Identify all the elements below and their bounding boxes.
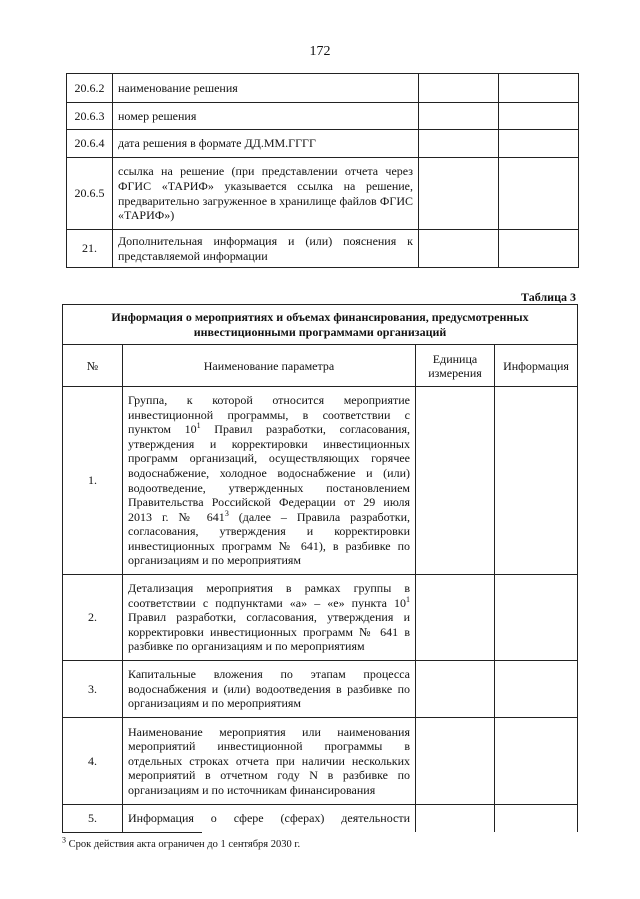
row-number: 1. (63, 387, 123, 575)
row-text-part: (далее – Правила разработки, согласования, утверждения и корректировки инвестиционных программ № 641), в разбивке по организациям и по мероприятиям (128, 509, 410, 568)
info-cell (495, 661, 578, 718)
footnote-ref: 1 (196, 421, 201, 431)
row-text: наименование решения (113, 74, 419, 103)
info-cell (499, 74, 579, 103)
table-label: Таблица 3 (521, 290, 576, 304)
row-text (123, 387, 416, 575)
table-row (63, 718, 578, 805)
footnote-ref: 3 (224, 508, 229, 518)
row-text-part: Правил разработки, согласования, утверждения и корректировки инвестиционных программ организаций, осуществляющих горячее водоснабжение, холодное водоснабжение и (или) водоотведение, утвержденных постановлением Правительства Российской Федерации от 29 июля 2013 г. № 641 (128, 422, 411, 524)
table-row (67, 230, 579, 268)
info-cell (499, 103, 579, 130)
table-row (67, 130, 579, 158)
unit-cell (416, 661, 495, 718)
footnote-ref: 1 (406, 594, 410, 604)
unit-cell (419, 230, 499, 268)
table-row (67, 74, 579, 103)
row-text-part: Детализация мероприятия в рамках группы в соответствии с подпунктами «а» – «е» пункта 10 (128, 581, 410, 610)
row-number: 20.6.2 (67, 74, 113, 103)
unit-cell (419, 103, 499, 130)
row-text: Дополнительная информация и (или) пояснения к представляемой информации (113, 230, 419, 268)
unit-cell (419, 130, 499, 158)
table-row (63, 805, 578, 832)
header-parameter: Наименование параметра (123, 345, 416, 387)
unit-cell (416, 718, 495, 805)
page-number: 172 (309, 44, 331, 59)
info-cell (499, 158, 579, 230)
unit-cell (416, 805, 495, 832)
table-3 (62, 304, 578, 832)
table-row (63, 661, 578, 718)
unit-cell (416, 575, 495, 661)
unit-cell (416, 387, 495, 575)
row-text: номер решения (113, 103, 419, 130)
table-row (63, 575, 578, 661)
unit-cell (419, 158, 499, 230)
header-unit: Единица измерения (416, 345, 495, 387)
table-caption: Информация о мероприятиях и объемах финансирования, предусмотренных инвестиционными программами организаций (63, 305, 578, 345)
row-number: 3. (63, 661, 123, 718)
footnote (62, 835, 301, 850)
unit-cell (419, 74, 499, 103)
row-number: 5. (63, 805, 123, 832)
row-text: Наименование мероприятия или наименования мероприятий инвестиционной программы в отдельных строках отчета при наличии нескольких мероприятий в отчетном году N в разбивке по организациям и по источникам финансирования (123, 718, 416, 805)
row-text-part: Правил разработки, согласования, утверждения и корректировки инвестиционных программ № 641 в разбивке по организациям и по мероприятиям (128, 610, 410, 654)
row-number: 20.6.5 (67, 158, 113, 230)
row-text: Капитальные вложения по этапам процесса водоснабжения и (или) водоотведения в разбивке по организациям и по мероприятиям (123, 661, 416, 718)
footnote-divider (62, 832, 202, 833)
table-row (67, 103, 579, 130)
info-cell (499, 130, 579, 158)
row-number: 4. (63, 718, 123, 805)
row-number: 2. (63, 575, 123, 661)
continuation-table (66, 73, 579, 268)
info-cell (495, 805, 578, 832)
row-text: ссылка на решение (при представлении отчета через ФГИС «ТАРИФ» указывается ссылка на решение, предварительно загруженное в хранилище файлов ФГИС «ТАРИФ») (113, 158, 419, 230)
table-row (63, 387, 578, 575)
info-cell (495, 718, 578, 805)
info-cell (499, 230, 579, 268)
row-text: Информация о сфере (сферах) деятельности (123, 805, 416, 832)
row-number: 20.6.4 (67, 130, 113, 158)
header-number: № (63, 345, 123, 387)
row-text (123, 575, 416, 661)
info-cell (495, 575, 578, 661)
table-row (67, 158, 579, 230)
row-text-part: Группа, к которой относится мероприятие инвестиционной программы, в соответствии с пунктом 10 (128, 392, 410, 437)
header-info: Информация (495, 345, 578, 387)
row-number: 20.6.3 (67, 103, 113, 130)
row-text: дата решения в формате ДД.ММ.ГГГГ (113, 130, 419, 158)
footnote-mark: 3 (62, 835, 66, 845)
info-cell (495, 387, 578, 575)
row-number: 21. (67, 230, 113, 268)
footnote-text: Срок действия акта ограничен до 1 сентября 2030 г. (66, 839, 301, 850)
